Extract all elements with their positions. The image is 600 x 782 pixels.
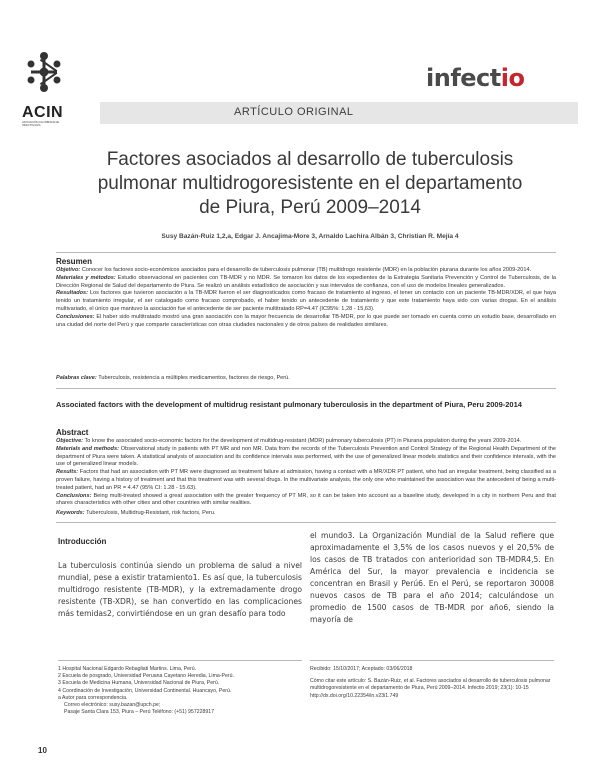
acin-logo	[22, 48, 66, 127]
abstract-bottom-rule	[56, 522, 556, 523]
resumen-keywords-label: Palabras clave:	[56, 375, 97, 381]
received-accepted: Recibido: 15/10/2017; Aceptado: 03/06/2018	[310, 666, 413, 672]
abstract-heading: Abstract	[56, 428, 89, 437]
abstract-materials-label: Materials and methods:	[56, 445, 119, 452]
footnotes-right	[310, 666, 554, 700]
resumen-materiales-label: Materiales y métodos:	[56, 274, 116, 281]
resumen-objetivo: Conocer los factores socio-económicos asociados para el desarrollo de tuberculosis pulmonar (TB) multidrogo resistente (MDR) en la población piurana durante los años 2009-2014.	[81, 267, 532, 273]
resumen-heading: Resumen	[56, 257, 93, 266]
journal-brand	[426, 64, 524, 92]
logo-text: ACIN	[22, 104, 64, 121]
intro-left-column	[58, 560, 302, 620]
citation: Cómo citar este artículo: S. Bazán-Ruiz, et al. Factores asociados al desarrollo de tuberculosis pulmonar multidrogoresistente en el departamento de Piura, Perú 2009–2014. Infectio 2019; 23(1): 10-15	[310, 678, 551, 692]
abstract-conclusions-label: Conclusions:	[56, 492, 92, 499]
intro-right-column	[310, 530, 554, 626]
title-line-3: de Piura, Perú 2009–2014	[199, 197, 421, 218]
page-number: 10	[38, 746, 47, 755]
footnote-3: 3 Escuela de Medicina Humana, Universidad Nacional de Piura, Perú.	[58, 680, 220, 687]
brand-part2: io	[500, 64, 525, 92]
resumen-resultados: Los factores que tuvieron asociación a la TB-MDR fueron el ser diagnosticados como fracaso de tratamiento al ingreso, el tener un contacto con un paciente TB-MDR/XDR, el que haya tenido un tratamiento irregular, el ser catalogado como fracaso comprobado, el haber tenido un antecedente de tratamiento y que este tratamiento haya sido con varias drogas. En el análisis multivariado, el único que mantuvo la asociación fue el antecedente de ser paciente multitratado RP=4.47 (IC95%: 1,28 - 15,63).	[56, 290, 556, 312]
intro-left-text: La tuberculosis continúa siendo un problema de salud a nivel mundial, pese a existir tratamiento1. Es así que, la tuberculosis multidrogo resistente (TB-MDR), y la extremadamente drogo resistente (TB-XDR), se han convertido en las complicaciones más temidas2, convirtiéndose en un gran desafío para todo	[58, 561, 302, 618]
footnote-4: 4 Coordinación de Investigación, Universidad Continental. Huancayo, Perú.	[58, 687, 232, 694]
intro-heading: Introducción	[58, 537, 107, 546]
resumen-materiales: Estudio observacional en pacientes con TB-MDR y no MDR. Se tomaron los datos de los expedientes de la Estrategia Sanitaria Prevención y Control de Tuberculosis, de la Dirección Regional de Salud del departamento de Piura. Se realizó un análisis estadístico de asociación y sus intervalos de confianza, con el uso de modelos lineales generalizados.	[56, 274, 556, 289]
resumen-conclusiones: El haber sido multitratado mostró una gran asociación con la mayor frecuencia de desarrollar TB-MDR, por lo que puede ser tomado en cuenta como un estudio base, desarrollado en una ciudad del norte del Perú y que comparte características con otras ciudades nacionales y de otros países de realidades similares.	[56, 313, 557, 328]
abstract-objective-label: Objective:	[56, 438, 84, 444]
resumen-conclusiones-label: Conclusiones:	[56, 313, 95, 320]
resumen-resultados-label: Resultados:	[56, 290, 89, 297]
intro-right-text: el mundo3. La Organización Mundial de la Salud refiere que aproximadamente el 3,5% de los casos nuevos y el 20,5% de los casos de TB tratados con anterioridad son TB-MDR4,5. En América del Sur, la mayor prevalencia e incidencia se concentran en Brasil y Perú6. En el Perú, se reportaron 30008 nuevos casos de TB para el año 2014; calculándose un promedio de 1500 casos de TB-MDR por año6, siendo la mayoría de	[310, 531, 554, 624]
resumen-body	[56, 267, 556, 329]
abstract-conclusions: Being multi-treated showed a great association with the greater frequency of PT MR, so it can be taken into account as a baseline study, developed in a city in northern Peru and that shares characteristics with other cities and other countries with similar realities.	[56, 492, 556, 507]
abstract-results: Factors that had an association with PT MR were diagnosed as treatment failure at admission, having a contact with a MR/XDR PT patient, who had an irregular treatment, being classified as a proven failure, having a history of treatment and that this treatment was with several drugs. In the multivariate analysis, the only one who maintained the association was the antecedent of being a multi-treated patient, had an PR = 4.47 (95% CI: 1.28 - 15.63).	[56, 469, 556, 491]
abstract-materials: Observational study in patients with PT MR and non MR. Data from the records of the Tuberculosis Prevention and Control Strategy of the Regional Health Department of the department of Piura were taken. A statistical analysis of association and its confidence intervals was performed, with the use of generalized linear models statistics and their confidence intervals, with the use of generalized linear models.	[56, 445, 556, 468]
abstract-objective: To know the associated socio-economic factors for the development of multidrug-resistant (MDR) pulmonary tuberculosis (PT) in Piurana population during the years 2009-2014.	[84, 438, 522, 444]
doi-link[interactable]: http://dx.doi.org/10.22354/in.v23i1.749	[310, 692, 399, 699]
footnote-2: 2 Escuela de posgrado, Universidad Peruana Cayetano Heredia, Lima-Perú.	[58, 673, 234, 680]
resumen-keywords	[56, 375, 556, 381]
abstract-keywords-text: Tuberculosis, Multidrug-Resistant, risk factors, Peru.	[86, 510, 216, 516]
section-label: ARTÍCULO ORIGINAL	[234, 106, 354, 118]
resumen-bottom-rule	[56, 388, 556, 389]
footnote-1: 1 Hospital Nacional Edgardo Rebagliati Martins. Lima, Perú.	[58, 666, 197, 672]
resumen-top-rule	[56, 252, 556, 253]
english-title: Associated factors with the development of multidrug resistant pulmonary tuberculosis in the department of Piura, Peru 2009-2014	[56, 400, 522, 409]
title-line-2: pulmonar multidrogoresistente en el departamento	[97, 173, 523, 194]
brand-part1: infect	[426, 64, 501, 92]
footnote-address: Pasaje Santa Clara 153, Piura – Perú Teléfono: (+51) 957228917	[64, 709, 215, 716]
abstract-body	[56, 438, 556, 508]
authors: Susy Bazán-Ruiz 1,2,a, Edgar J. Ancajima-More 3, Arnaldo Lachira Albán 3, Christian R. Mejía 4	[161, 233, 459, 240]
abstract-results-label: Results:	[56, 469, 79, 476]
footnote-email[interactable]: Correo electrónico: susy.bazan@upch.pe;	[64, 702, 161, 709]
abstract-keywords	[56, 510, 556, 516]
footnote-a: a Autor para correspondencia.	[58, 694, 128, 701]
resumen-objetivo-label: Objetivo:	[56, 267, 81, 273]
title-line-1: Factores asociados al desarrollo de tuberculosis	[106, 149, 514, 170]
logo-subtext: ASOCIACIÓN COLOMBIANA DE INFECTOLOGÍA	[22, 121, 60, 127]
acin-emblem-icon	[22, 48, 66, 104]
article-title	[60, 148, 560, 220]
abstract-keywords-label: Keywords:	[56, 510, 85, 516]
footnote-rule-left	[58, 660, 302, 661]
footnote-rule-right	[310, 660, 554, 661]
resumen-keywords-text: Tuberculosis, resistencia a múltiples medicamentos, factores de riesgo, Perú.	[98, 375, 290, 381]
footnotes-left	[58, 666, 302, 716]
